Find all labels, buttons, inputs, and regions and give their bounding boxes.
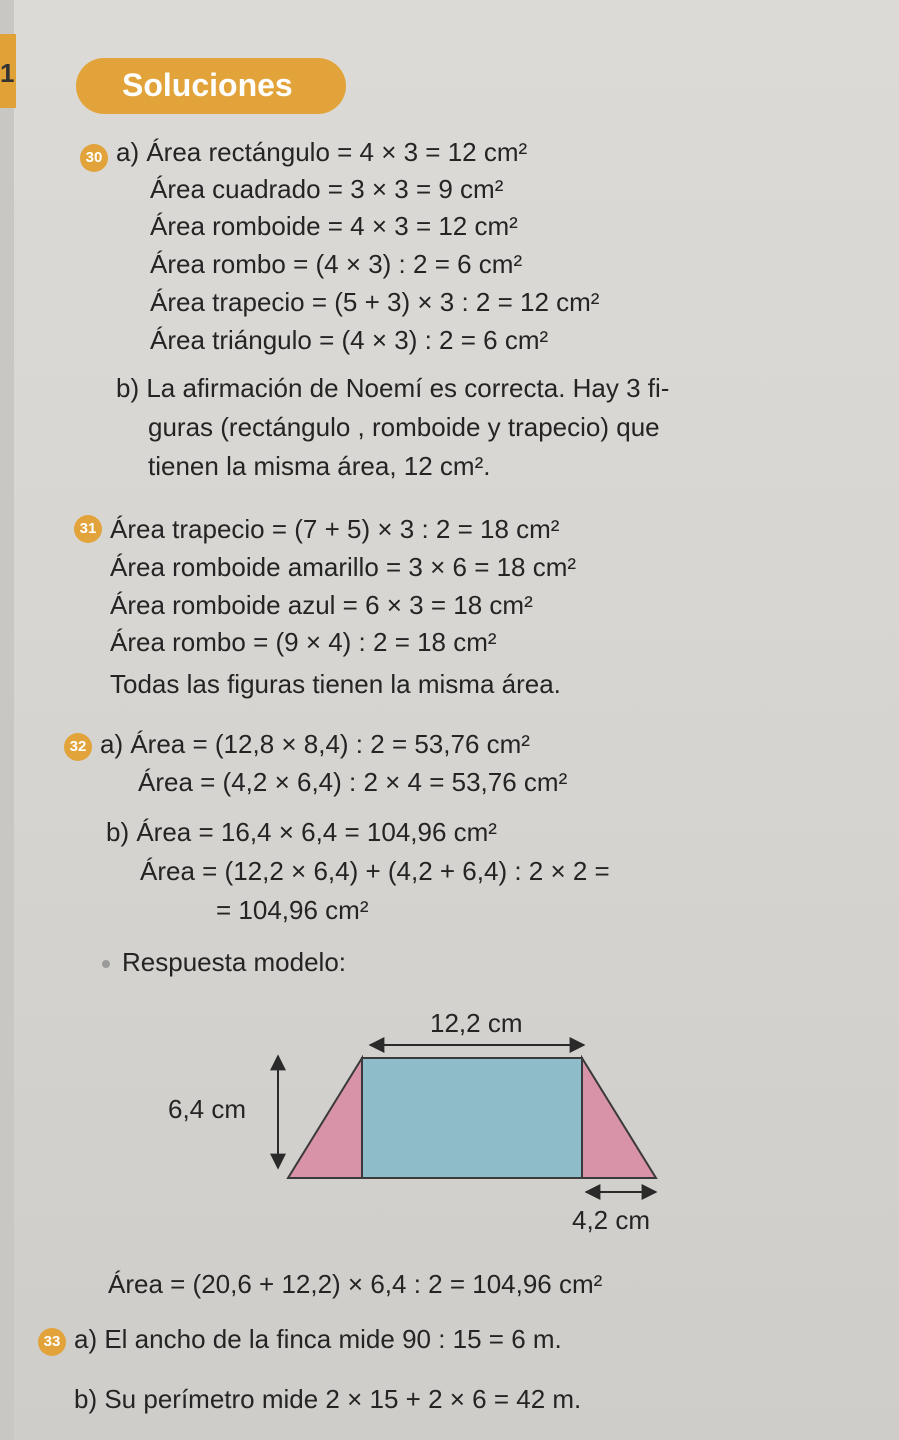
- ex32-line-a: a) Área = (12,8 × 8,4) : 2 = 53,76 cm²: [100, 729, 530, 759]
- ex30-line: Área romboide = 4 × 3 = 12 cm²: [150, 211, 518, 241]
- figure-top-label: 12,2 cm: [430, 1008, 523, 1038]
- ex30-line: Área triángulo = (4 × 3) : 2 = 6 cm²: [150, 325, 549, 355]
- ex32-line: = 104,96 cm²: [216, 895, 369, 925]
- ex30-line: Área rombo = (4 × 3) : 2 = 6 cm²: [150, 249, 523, 279]
- ex31-line: Área romboide azul = 6 × 3 = 18 cm²: [110, 590, 533, 620]
- header-title: Soluciones: [122, 67, 293, 103]
- ex30-line: tienen la misma área, 12 cm².: [148, 451, 491, 481]
- exercise-31-badge: 31: [74, 515, 102, 543]
- ex33-line-b: b) Su perímetro mide 2 × 15 + 2 × 6 = 42 m.: [74, 1384, 582, 1414]
- figure-left-label: 6,4 cm: [168, 1094, 247, 1124]
- chapter-number: 1: [0, 58, 15, 88]
- exercise-33-badge: 33: [38, 1328, 66, 1356]
- ex32-line: Área = (12,2 × 6,4) + (4,2 + 6,4) : 2 × 2 =: [140, 856, 610, 886]
- ex30-line: Área cuadrado = 3 × 3 = 9 cm²: [150, 174, 504, 204]
- exercise-32-badge: 32: [64, 733, 92, 761]
- model-answer-label: Respuesta modelo:: [122, 947, 347, 977]
- ex32-line-b: b) Área = 16,4 × 6,4 = 104,96 cm²: [106, 817, 497, 847]
- ex32-result: Área = (20,6 + 12,2) × 6,4 : 2 = 104,96 cm²: [108, 1269, 603, 1299]
- ex33-line-a: a) El ancho de la finca mide 90 : 15 = 6 m.: [74, 1324, 562, 1354]
- ex30-line-b: b) La afirmación de Noemí es correcta. Hay 3 fi-: [116, 373, 670, 403]
- ex30-line-a: a) Área rectángulo = 4 × 3 = 12 cm²: [116, 137, 528, 167]
- left-triangle: [288, 1058, 362, 1178]
- center-rectangle: [362, 1058, 582, 1178]
- exercise-30-badge: 30: [80, 144, 108, 172]
- figure-bottom-label: 4,2 cm: [572, 1205, 651, 1235]
- ex30-line: guras (rectángulo , romboide y trapecio) que: [148, 412, 660, 442]
- ex31-line: Área trapecio = (7 + 5) × 3 : 2 = 18 cm²: [110, 514, 560, 544]
- ex31-line: Todas las figuras tienen la misma área.: [110, 669, 561, 699]
- right-triangle: [582, 1058, 656, 1178]
- ex31-line: Área romboide amarillo = 3 × 6 = 18 cm²: [110, 552, 577, 582]
- ex32-line: Área = (4,2 × 6,4) : 2 × 4 = 53,76 cm²: [138, 767, 568, 797]
- ex30-line: Área trapecio = (5 + 3) × 3 : 2 = 12 cm²: [150, 287, 600, 317]
- ex31-line: Área rombo = (9 × 4) : 2 = 18 cm²: [110, 627, 497, 657]
